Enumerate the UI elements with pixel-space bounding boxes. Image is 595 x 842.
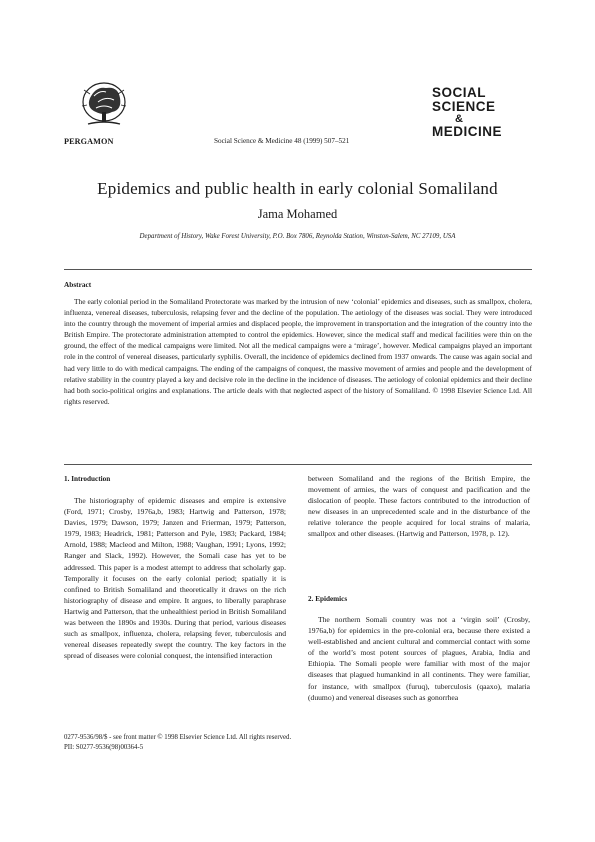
section-heading-introduction: 1. Introduction [64, 475, 111, 483]
journal-logo-line4: MEDICINE [432, 124, 503, 139]
publisher-name: PERGAMON [64, 137, 114, 146]
abstract-text: The early colonial period in the Somaliland Protectorate was marked by the intrusion of new ‘colonial’ epidemics and diseases, such as smallpox, cholera, influenza, venereal diseases, tuberculosis, relapsing fever and the decline of the population. The aetiology of the diseases was social. They were introduced into the country through the movement of imperial armies and displaced people, the improvement in transportation and the integration of the country into the British Empire. The protectorate administration attempted to control the epidemics. However, since the medical staff and medical facilities were thin on the ground, the effect of the medical campaigns were limited. Not all the medical campaigns were a ‘mirage’, however. Medical campaigns played an important role in the control of venereal diseases, particularly syphilis. Overall, the incidence of epidemics declined from 1937 onwards. The cause was again social and had very little to do with medical campaigns. The ending of the campaigns of conquest, the massive movement of armies and people and the development of relative stability in the country played a key and decisive role in the decline in the incidence of diseases. The aetiology of colonial epidemics and their decline had both socio-political origins and explanations. The article deals with that neglected aspect of the history of Somaliland. © 1998 Elsevier Science Ltd. All rights reserved. [64, 297, 532, 406]
journal-logo-line2: SCIENCE [432, 99, 496, 114]
introduction-paragraph-continued: between Somaliland and the regions of the British Empire, the movement of armies, the wars of conquest and pacification and the dislocation of people. These factors contributed to the introduction of new diseases in an unprecedented scale and in the disturbance of the relative tolerance the people acquired for local strains of malaria, smallpox and other diseases. (Hartwig and Patterson, 1978, p. 12). [308, 474, 530, 539]
journal-logo-line3: & [455, 113, 463, 125]
copyright-footer [64, 733, 291, 753]
epidemics-paragraph: The northern Somali country was not a ‘virgin soil’ (Crosby, 1976a,b) for epidemics in the pre-colonial era, because there existed a well-established and ancient cultural and commercial contact with some of the world’s most potent sources of plagues, Arabia, India and Ethiopia. The Somali people were familiar with most of the major diseases that plagued humankind in all continents. They were familiar, for instance, with smallpox (furuq), tuberculosis (qaaxo), malaria (duumo) and venereal diseases such as gonorrhea [308, 615, 530, 702]
author-affiliation: Department of History, Wake Forest University, P.O. Box 7806, Reynolda Station, Winston-Salem, NC 27109, USA [139, 233, 456, 240]
publisher-tree-logo [76, 80, 132, 132]
journal-logo-line1: SOCIAL [432, 85, 487, 100]
article-author: Jama Mohamed [257, 207, 338, 221]
section-heading-epidemics: 2. Epidemics [308, 595, 348, 603]
journal-logo [432, 86, 512, 139]
footer-line-front-matter: 0277-9536/98/$ - see front matter © 1998 Elsevier Science Ltd. All rights reserved. [64, 734, 292, 741]
article-title: Epidemics and public health in early colonial Somaliland [97, 179, 498, 198]
abstract-top-rule [64, 269, 532, 270]
abstract-heading: Abstract [64, 280, 92, 289]
journal-citation: Social Science & Medicine 48 (1999) 507–521 [214, 137, 350, 145]
abstract-bottom-rule [64, 464, 532, 465]
introduction-paragraph: The historiography of epidemic diseases and empire is extensive (Ford, 1971; Crosby, 1976a,b, 1983; Hartwig and Patterson, 1978; Davies, 1979; Dawson, 1979; Janzen and Frierman, 1979; Patterson, 1979, 1983; Headrick, 1981; Patterson and Pyle, 1983; Packard, 1984; Arnold, 1988; Macleod and Milton, 1988; Vaughan, 1991; Lyons, 1992; Ranger and Slack, 1992). However, the Somali case has yet to be addressed. This paper is a modest attempt to address that scholarly gap. Temporally it focuses on the early colonial period; spatially it is confined to British Somaliland and theoretically it draws on the rich historiography of disease and empire. It argues, to liberally paraphrase Hartwig and Patterson, that the unhealthiest period in British Somaliland was between the 1890s and 1930s. During that period, various diseases such as smallpox, influenza, cholera, relapsing fever, tuberculosis and venereal diseases repeatedly swept the country. The key factors in the spread of diseases were colonial conquest, the intensified interaction [64, 496, 286, 661]
footer-line-pii: PII: S0277-9536(98)00364-5 [64, 744, 144, 751]
